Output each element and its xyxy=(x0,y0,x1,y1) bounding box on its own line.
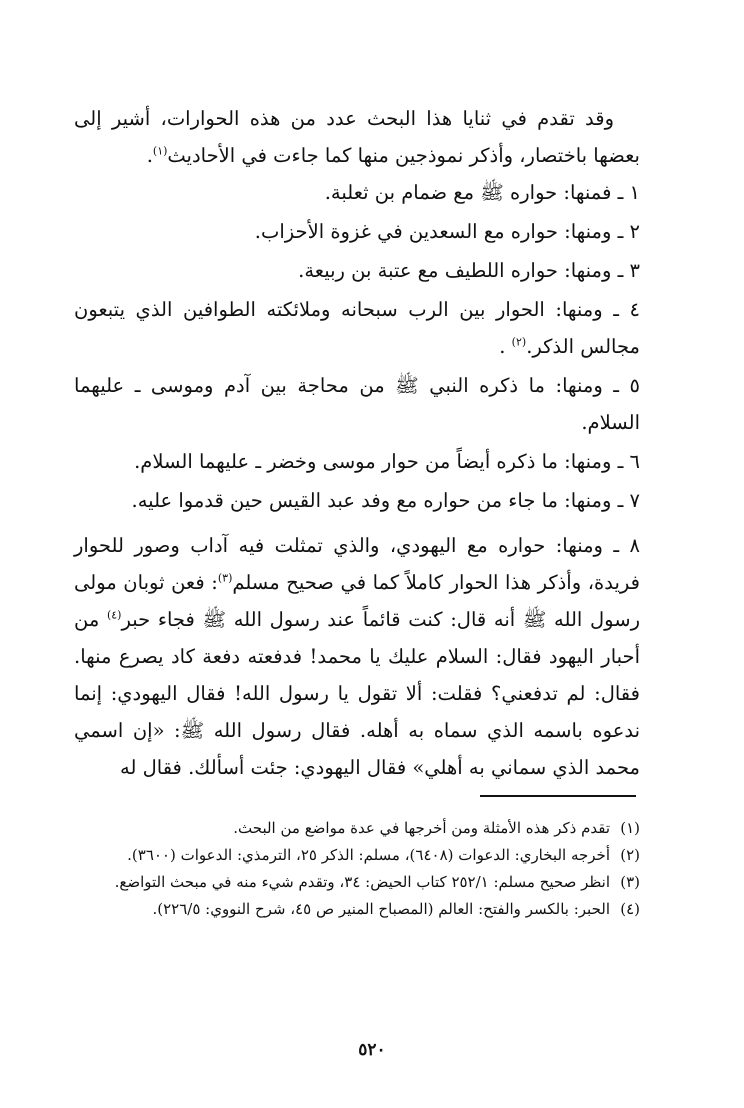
list-item-text: ٣ ـ ومنها: حواره اللطيف مع عتبة بن ربيعة. xyxy=(298,259,640,282)
intro-text: وقد تقدم في ثنايا هذا البحث عدد من هذه الحوارات، أشير إلى بعضها باختصار، وأذكر نموذجين منها كما جاءت في الأحاديث xyxy=(74,107,640,167)
list-item-5 xyxy=(74,367,640,441)
footnote-separator xyxy=(480,795,636,797)
footnote-number: (٣) xyxy=(620,873,640,891)
list-item-1 xyxy=(74,174,640,211)
footnote-text: أخرجه البخاري: الدعوات (٦٤٠٨)، مسلم: الذكر ٢٥، الترمذي: الدعوات (٣٦٠٠). xyxy=(127,846,610,864)
footnote-ref-2: (٢) xyxy=(511,335,527,349)
footnote-text: تقدم ذكر هذه الأمثلة ومن أخرجها في عدة مواضع من البحث. xyxy=(233,819,610,837)
list-item-tail: . xyxy=(499,335,512,358)
list-item-text: ٤ ـ ومنها: الحوار بين الرب سبحانه وملائكته الطوافين الذي يتبعون مجالس الذكر. xyxy=(74,298,640,358)
footnote-number: (٢) xyxy=(620,846,640,864)
list-item-3 xyxy=(74,252,640,289)
footnote-ref-3: (٣) xyxy=(217,571,233,585)
list-item-6 xyxy=(74,443,640,480)
footnote-2 xyxy=(74,842,640,869)
main-text-body xyxy=(74,100,640,786)
page-number: ٥٢٠ xyxy=(358,1040,386,1060)
footnotes xyxy=(74,815,640,923)
item8-part2: : فعن ثوبان مولى رسول الله ﷺ أنه قال: كنت قائماً عند رسول الله ﷺ فجاء حبر xyxy=(74,571,640,631)
intro-end: . xyxy=(146,144,153,167)
list-item-text: ٧ ـ ومنها: ما جاء من حواره مع وفد عبد القيس حين قدموا عليه. xyxy=(131,489,640,512)
list-item-8 xyxy=(74,527,640,786)
footnote-text: الحبر: بالكسر والفتح: العالم (المصباح المنير ص ٤٥، شرح النووي: ٢٢٦/٥). xyxy=(152,900,610,918)
list-item-4 xyxy=(74,291,640,365)
footnote-1 xyxy=(74,815,640,842)
footnote-number: (١) xyxy=(620,819,640,837)
footnote-3 xyxy=(74,869,640,896)
intro-paragraph xyxy=(74,100,640,174)
list-item-2 xyxy=(74,213,640,250)
list-item-7 xyxy=(74,482,640,519)
footnote-ref-4: (٤) xyxy=(106,608,122,622)
footnote-ref-1: (١) xyxy=(152,144,168,158)
list-item-text: ٦ ـ ومنها: ما ذكره أيضاً من حوار موسى وخضر ـ عليهما السلام. xyxy=(134,450,640,473)
list-item-text: ٥ ـ ومنها: ما ذكره النبي ﷺ من محاجة بين آدم وموسى ـ عليهما السلام. xyxy=(74,374,640,434)
footnote-number: (٤) xyxy=(620,900,640,918)
list-item-text: ١ ـ فمنها: حواره ﷺ مع ضمام بن ثعلبة. xyxy=(324,181,640,204)
list-item-text: ٢ ـ ومنها: حواره مع السعدين في غزوة الأحزاب. xyxy=(254,220,640,243)
footnote-text: انظر صحيح مسلم: ٢٥٢/١ كتاب الحيض: ٣٤، وتقدم شيء منه في مبحث التواضع. xyxy=(114,873,610,891)
footnote-4 xyxy=(74,896,640,923)
item8-part1: ٨ ـ ومنها: حواره مع اليهودي، والذي تمثلت فيه آداب وصور للحوار فريدة، وأذكر هذا الحوار كاملاً كما في صحيح مسلم xyxy=(74,534,640,594)
item8-part3: من أحبار اليهود فقال: السلام عليك يا محمد! فدفعته دفعة كاد يصرع منها. فقال: لم تدفعني؟ فقلت: ألا تقول يا رسول الله! فقال اليهودي: إنما ندعوه باسمه الذي سماه به أهله. فقال رسول الله ﷺ: «إن اسمي محمد الذي سماني به أهلي» فقال اليهودي: جئت أسألك. فقال له xyxy=(74,608,640,779)
